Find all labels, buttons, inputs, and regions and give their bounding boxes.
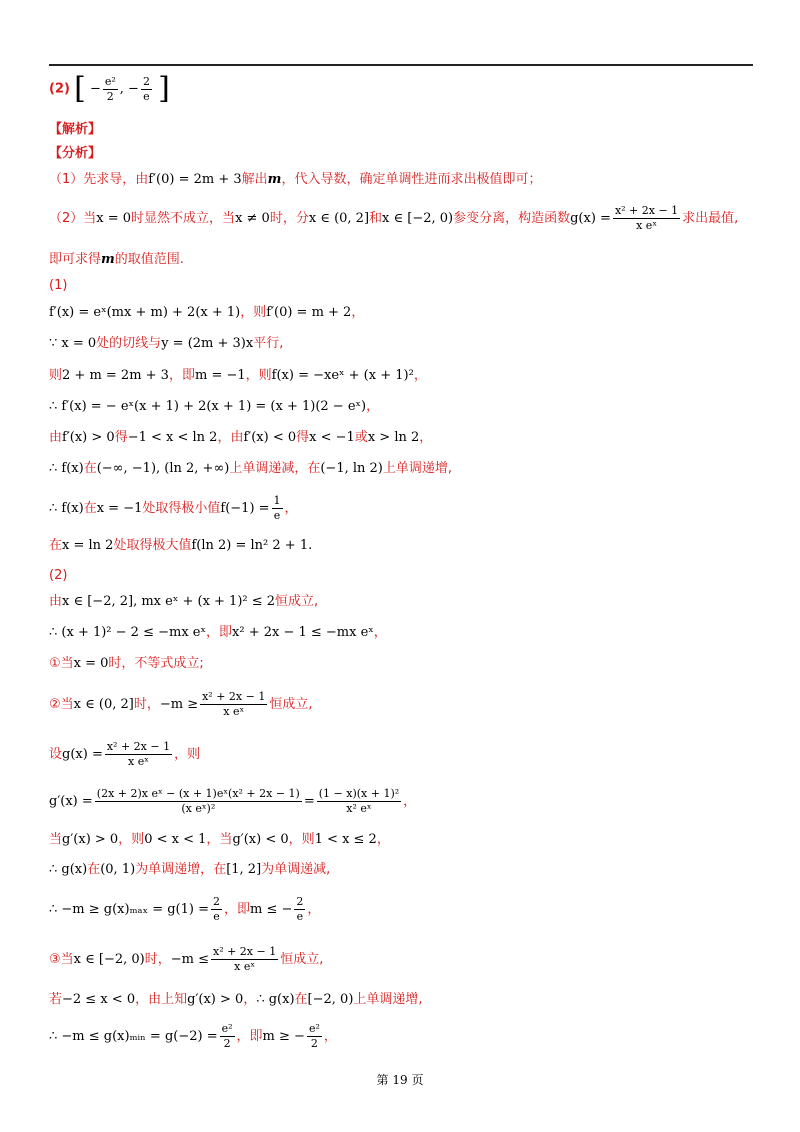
fraction: $\frac{\text{(2x + 2)x eˣ − (x + 1)eˣ(x² + 2x − 1)}}{\text{(x eˣ)²}}$: [96, 787, 300, 815]
solution-line: 在x = ln 2处取得极大值f(ln 2) = ln² 2 + 1.: [49, 538, 313, 553]
header-rule: [49, 64, 753, 66]
solution-line: 由f′(x) > 0得−1 < x < ln 2，由f′(x) < 0得x < −1或x > ln 2，: [49, 430, 433, 445]
solution-line: ∴ f′(x) = − eˣ(x + 1) + 2(x + 1) = (x + 1)(2 − eˣ)，: [49, 399, 380, 414]
section-heading-fenxi: 【分析】: [49, 146, 102, 161]
fraction: $\frac{2}{e}$: [142, 74, 150, 103]
solution-line: g′(x) = $\frac{\text{(2x + 2)x eˣ − (x + 1)eˣ(x² + 2x − 1)}}{\text{(x eˣ)²}}$ = $\frac{\text{(1 − x)(x + 1)²}}{\text{x² eˣ}}$ ，: [49, 787, 417, 815]
analysis-line-3: 即可求得m的取值范围.: [49, 252, 184, 267]
fraction: $\frac{\text{e²}}{2}$: [104, 74, 116, 103]
fraction: $\frac{\text{x² + 2x − 1}}{\text{x eˣ}}$: [614, 204, 679, 232]
page-footer: 第 19 页: [376, 1073, 424, 1087]
fraction: $\frac{\text{e²}}{2}$: [308, 1022, 320, 1050]
fraction: $\frac{\text{x² + 2x − 1}}{\text{x eˣ}}$: [212, 945, 277, 973]
solution-line: 则2 + m = 2m + 3，即m = −1，则f(x) = −xeˣ + (x + 1)²，: [49, 368, 427, 383]
solution-line: 若−2 ≤ x < 0，由上知g′(x) > 0，∴ g(x)在[−2, 0)上单调递增,: [49, 992, 423, 1007]
part-2-label: (2): [49, 568, 68, 583]
solution-line: 当g′(x) > 0，则0 < x < 1，当g′(x) < 0，则1 < x ≤ 2，: [49, 832, 390, 847]
solution-line: ∴ f(x)在(−∞, −1), (ln 2, +∞)上单调递减，在(−1, ln 2)上单调递增,: [49, 461, 453, 476]
fraction: $\frac{\text{(1 − x)(x + 1)²}}{\text{x² eˣ}}$: [318, 787, 400, 815]
solution-line: f′(x) = eˣ(mx + m) + 2(x + 1)，则f′(0) = m + 2，: [49, 305, 365, 320]
solution-line: ③当x ∈ [−2, 0)时，−m ≤ $\frac{\text{x² + 2x − 1}}{\text{x eˣ}}$ 恒成立,: [49, 945, 324, 973]
fraction: $\frac{\text{x² + 2x − 1}}{\text{x eˣ}}$: [202, 690, 266, 718]
solution-line: 设g(x) = $\frac{\text{x² + 2x − 1}}{\text{x eˣ}}$ ，则: [49, 740, 201, 768]
solution-line: ∵ x = 0处的切线与y = (2m + 3)x平行,: [49, 336, 284, 351]
solution-line: ①当x = 0时，不等式成立;: [49, 656, 204, 671]
fraction: $\frac{\text{e²}}{2}$: [221, 1022, 233, 1050]
solution-line: ∴ −m ≤ g(x)ₘᵢₙ = g(−2) = $\frac{\text{e²}}{2}$ ，即m ≥ − $\frac{\text{e²}}{2}$ ，: [49, 1022, 337, 1050]
analysis-line-1: （1）先求导，由f′(0) = 2m + 3解出m，代入导数，确定单调性进而求出极值即可；: [49, 172, 542, 187]
fraction: $\frac{2}{e}$: [296, 895, 304, 923]
solution-line: ∴ f(x)在x = −1处取得极小值f(−1) = $\frac{1}{e}$ ，: [49, 494, 298, 522]
part-1-label: (1): [49, 278, 68, 293]
solution-line: 由x ∈ [−2, 2], mx eˣ + (x + 1)² ≤ 2恒成立,: [49, 594, 319, 609]
solution-line: ∴ −m ≥ g(x)ₘₐₓ = g(1) = $\frac{2}{e}$ ，即m ≤ − $\frac{2}{e}$ ，: [49, 895, 321, 923]
answer-2-interval: (2) [ − $\frac{\text{e²}}{2}$ , − $\frac{2}{e}$ ]: [49, 71, 170, 106]
solution-line: ②当x ∈ (0, 2]时，−m ≥ $\frac{\text{x² + 2x − 1}}{\text{x eˣ}}$ 恒成立,: [49, 690, 313, 718]
section-heading-jiexi: 【解析】: [49, 122, 102, 137]
solution-line: ∴ (x + 1)² − 2 ≤ −mx eˣ，即x² + 2x − 1 ≤ −mx eˣ，: [49, 625, 387, 640]
analysis-line-2: （2）当x = 0时显然不成立，当x ≠ 0时，分x ∈ (0, 2]和x ∈ [−2, 0)参变分离，构造函数g(x) = $\frac{\text{x² + 2x − 1}}{\text{x eˣ}}$ 求出最值,: [49, 204, 739, 232]
solution-line: ∴ g(x)在(0, 1)为单调递增，在[1, 2]为单调递减,: [49, 862, 331, 877]
fraction: $\frac{\text{x² + 2x − 1}}{\text{x eˣ}}$: [106, 740, 171, 768]
fraction: $\frac{1}{e}$: [273, 494, 281, 522]
fraction: $\frac{2}{e}$: [213, 895, 220, 923]
